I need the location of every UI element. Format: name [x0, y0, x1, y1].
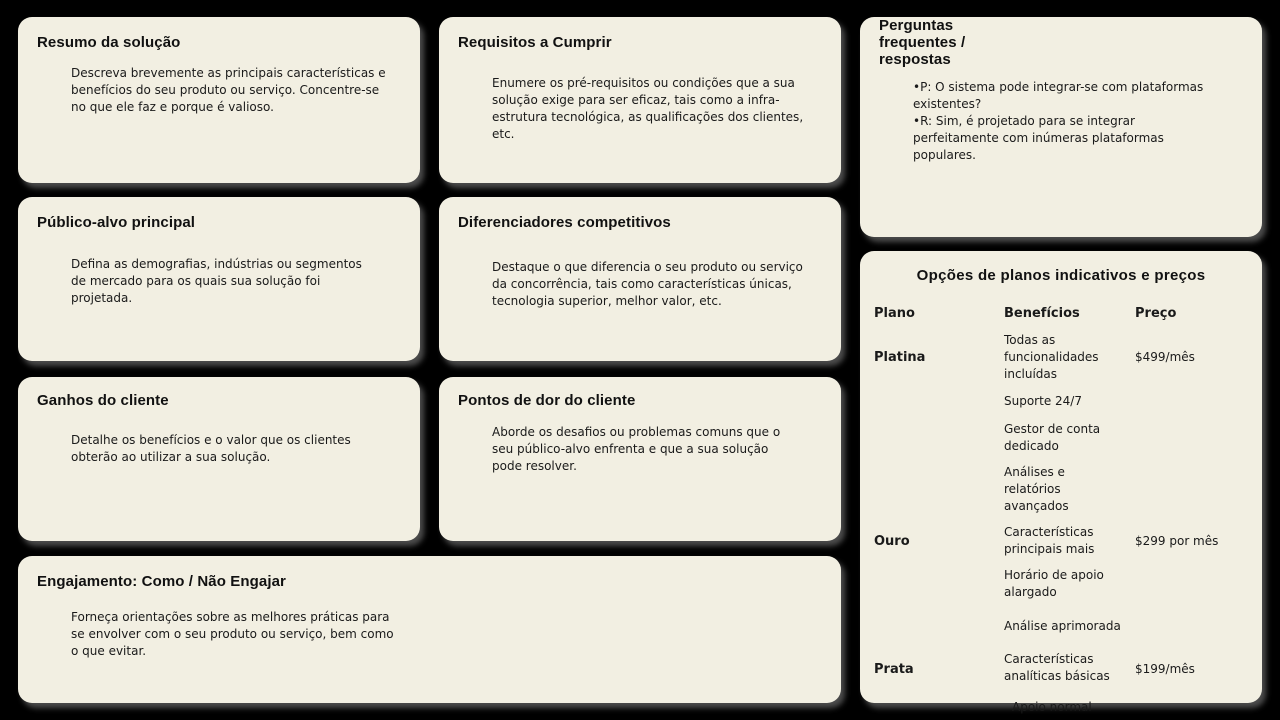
target-audience-text: Defina as demografias, indústrias ou segmentos de mercado para os quais sua solução foi projetada.	[71, 257, 362, 305]
benefit-item: Suporte 24/7	[1004, 394, 1082, 408]
requirements-card	[439, 17, 841, 183]
plan-price-platinum: $499/mês	[1135, 350, 1195, 364]
pricing-title: Opções de planos indicativos e preços	[916, 267, 1206, 284]
benefit-item: Gestor de conta dedicado	[1004, 422, 1101, 453]
pain-points-card	[439, 377, 841, 541]
plan-name-silver: Prata	[874, 662, 914, 677]
differentiators-text: Destaque o que diferencia o seu produto ou serviço da concorrência, tais como características únicas, tecnologia superior, melhor valor, etc.	[492, 260, 803, 308]
solution-summary-card	[18, 17, 420, 183]
plan-column-header: Plano	[874, 306, 915, 321]
solution-summary-title: Resumo da solução	[37, 34, 181, 51]
target-audience-title: Público-alvo principal	[37, 214, 196, 231]
engagement-title: Engajamento: Como / Não Engajar	[37, 573, 286, 590]
engagement-text: Forneça orientações sobre as melhores práticas para se envolver com o seu produto ou serviço, bem como o que evitar.	[71, 610, 394, 658]
target-audience-card	[18, 197, 420, 361]
plan-price-silver: $199/mês	[1135, 662, 1195, 676]
benefit-item: Características principais mais	[1004, 525, 1095, 556]
pain-points-text: Aborde os desafios ou problemas comuns que o seu público-alvo enfrenta e que a sua solução pode resolver.	[492, 425, 781, 473]
benefit-item: Análise aprimorada	[1004, 619, 1121, 633]
plan-price-gold: $299 por mês	[1135, 534, 1219, 548]
differentiators-card	[439, 197, 841, 361]
benefit-item: Horário de apoio alargado	[1004, 568, 1104, 599]
differentiators-title: Diferenciadores competitivos	[458, 214, 671, 231]
faq-question: •P: O sistema pode integrar-se com plataformas existentes?	[913, 80, 1204, 111]
faq-title: Perguntas frequentes / respostas	[879, 17, 966, 68]
faq-text	[913, 79, 1218, 164]
customer-gains-text: Detalhe os benefícios e o valor que os clientes obterão ao utilizar a sua solução.	[71, 433, 351, 464]
customer-gains-card	[18, 377, 420, 541]
benefit-item: Todas as funcionalidades incluídas	[1004, 333, 1099, 381]
price-column-header: Preço	[1135, 306, 1177, 321]
pricing-card	[860, 251, 1262, 714]
solution-summary-text: Descreva brevemente as principais características e benefícios do seu produto ou serviço. Concentre-se no que ele faz e porque é valioso.	[71, 66, 386, 114]
faq-answer: •R: Sim, é projetado para se integrar perfeitamente com inúmeras plataformas populares.	[913, 114, 1164, 162]
benefits-column-header: Benefícios	[1004, 306, 1080, 321]
requirements-title: Requisitos a Cumprir	[458, 34, 612, 51]
customer-gains-title: Ganhos do cliente	[37, 392, 169, 409]
engagement-card	[18, 556, 841, 703]
plan-name-gold: Ouro	[874, 534, 910, 549]
plan-name-platinum: Platina	[874, 350, 926, 365]
benefit-item: Análises e relatórios avançados	[1004, 465, 1069, 513]
benefit-item: Apoio normal	[1012, 700, 1092, 714]
benefit-item: Características analíticas básicas	[1004, 652, 1110, 683]
requirements-text: Enumere os pré-requisitos ou condições que a sua solução exige para ser eficaz, tais como a infra-estrutura tecnológica, as qualificações dos clientes, etc.	[492, 76, 804, 141]
pain-points-title: Pontos de dor do cliente	[458, 392, 636, 409]
faq-card	[860, 17, 1262, 237]
